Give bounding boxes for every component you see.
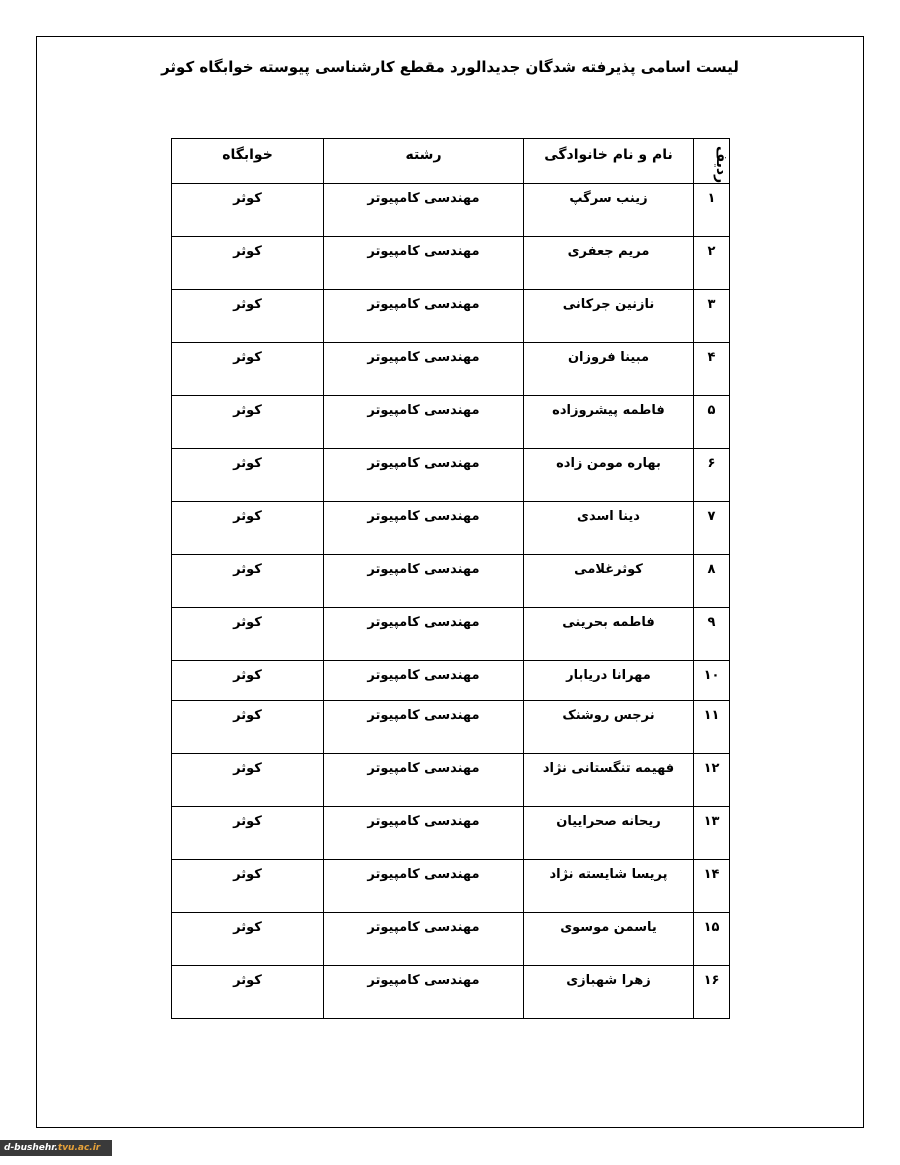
student-major: مهندسی کامپیوتر [324,237,524,290]
student-dorm: کوثر [172,237,324,290]
table-row [172,913,730,966]
student-major: مهندسی کامپیوتر [324,807,524,860]
row-number: ۸ [694,555,730,608]
student-name: فاطمه بحرینی [524,608,694,661]
row-number: ۷ [694,502,730,555]
student-name: یاسمن موسوی [524,913,694,966]
header-row-number: ردیف [694,139,730,184]
student-major: مهندسی کامپیوتر [324,701,524,754]
student-major: مهندسی کامپیوتر [324,343,524,396]
table-row [172,860,730,913]
student-dorm: کوثر [172,396,324,449]
student-major: مهندسی کامپیوتر [324,966,524,1019]
student-major: مهندسی کامپیوتر [324,608,524,661]
row-number: ۲ [694,237,730,290]
row-number: ۱ [694,184,730,237]
student-major: مهندسی کامپیوتر [324,754,524,807]
student-dorm: کوثر [172,754,324,807]
student-name: پریسا شایسته نژاد [524,860,694,913]
row-number: ۱۱ [694,701,730,754]
student-dorm: کوثر [172,860,324,913]
table-row [172,237,730,290]
site-prefix: d-bushehr. [4,1143,58,1153]
student-name: نازنین جرکانی [524,290,694,343]
header-name: نام و نام خانوادگی [524,139,694,184]
student-major: مهندسی کامپیوتر [324,502,524,555]
row-number: ۱۳ [694,807,730,860]
table-header-row [172,139,730,184]
table-row [172,661,730,701]
student-dorm: کوثر [172,502,324,555]
header-dorm: خوابگاه [172,139,324,184]
table-row [172,502,730,555]
student-major: مهندسی کامپیوتر [324,449,524,502]
student-major: مهندسی کامپیوتر [324,661,524,701]
student-name: فاطمه پیشروزاده [524,396,694,449]
document-title: لیست اسامی پذیرفته شدگان جدیدالورد مقطع کارشناسی پیوسته خوابگاه کوثر [161,58,739,76]
table-row [172,343,730,396]
row-number: ۱۲ [694,754,730,807]
student-dorm: کوثر [172,807,324,860]
student-name: فهیمه تنگستانی نژاد [524,754,694,807]
row-number: ۴ [694,343,730,396]
table-row [172,807,730,860]
student-major: مهندسی کامپیوتر [324,913,524,966]
student-name: مهرانا دریابار [524,661,694,701]
student-dorm: کوثر [172,701,324,754]
row-number: ۱۶ [694,966,730,1019]
row-number: ۱۵ [694,913,730,966]
row-number: ۱۰ [694,661,730,701]
student-major: مهندسی کامپیوتر [324,555,524,608]
row-number: ۱۴ [694,860,730,913]
admissions-table [171,138,730,1019]
table-row [172,754,730,807]
table-row [172,555,730,608]
student-name: مبینا فروزان [524,343,694,396]
student-dorm: کوثر [172,449,324,502]
header-major: رشته [324,139,524,184]
student-name: مریم جعفری [524,237,694,290]
row-number: ۵ [694,396,730,449]
student-name: دینا اسدی [524,502,694,555]
student-name: کوثرغلامی [524,555,694,608]
student-dorm: کوثر [172,661,324,701]
student-name: زینب سرگپ [524,184,694,237]
student-dorm: کوثر [172,608,324,661]
table-row [172,184,730,237]
row-number: ۳ [694,290,730,343]
table-row [172,701,730,754]
student-name: زهرا شهبازی [524,966,694,1019]
student-name: ریحانه صحراییان [524,807,694,860]
site-watermark [0,1140,112,1156]
student-major: مهندسی کامپیوتر [324,396,524,449]
student-major: مهندسی کامپیوتر [324,290,524,343]
table-row [172,966,730,1019]
table-row [172,290,730,343]
table-row [172,608,730,661]
student-major: مهندسی کامپیوتر [324,184,524,237]
student-dorm: کوثر [172,184,324,237]
student-dorm: کوثر [172,913,324,966]
student-dorm: کوثر [172,555,324,608]
table-row [172,449,730,502]
row-number: ۹ [694,608,730,661]
site-domain: tvu.ac.ir [57,1143,101,1153]
table-row [172,396,730,449]
student-name: بهاره مومن زاده [524,449,694,502]
student-name: نرجس روشنک [524,701,694,754]
row-number: ۶ [694,449,730,502]
student-major: مهندسی کامپیوتر [324,860,524,913]
student-dorm: کوثر [172,343,324,396]
student-dorm: کوثر [172,966,324,1019]
student-dorm: کوثر [172,290,324,343]
